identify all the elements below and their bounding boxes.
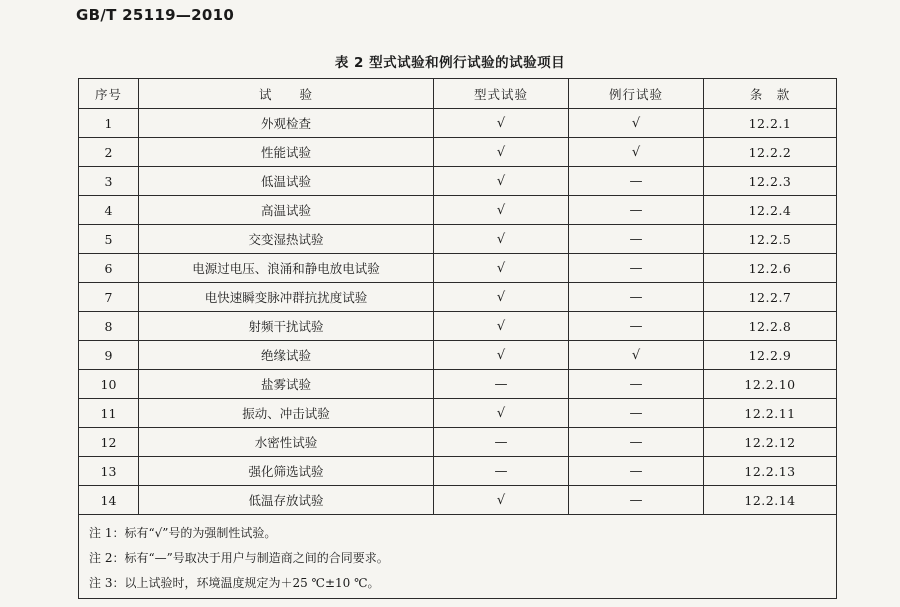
test-items-table [78,78,837,599]
table-row [79,399,837,428]
type-test-mark-cell: √ [434,312,569,341]
routine-test-mark-cell: — [569,486,704,515]
test-name-cell: 交变湿热试验 [139,225,434,254]
type-test-mark-cell: √ [434,341,569,370]
type-test-mark-cell: √ [434,109,569,138]
table-row [79,486,837,515]
notes-cell [79,515,837,599]
type-test-mark-cell: √ [434,225,569,254]
type-test-mark-cell: — [434,370,569,399]
table-row [79,457,837,486]
test-name-cell: 振动、冲击试验 [139,399,434,428]
table-row [79,167,837,196]
routine-test-mark-cell: — [569,254,704,283]
test-name-cell: 绝缘试验 [139,341,434,370]
column-header-test: 试 验 [139,79,434,109]
row-number-cell: 14 [79,486,139,515]
clause-cell: 12.2.8 [704,312,837,341]
test-name-cell: 水密性试验 [139,428,434,457]
test-name-cell: 盐雾试验 [139,370,434,399]
row-number-cell: 12 [79,428,139,457]
clause-cell: 12.2.10 [704,370,837,399]
type-test-mark-cell: √ [434,283,569,312]
clause-cell: 12.2.1 [704,109,837,138]
clause-cell: 12.2.11 [704,399,837,428]
row-number-cell: 10 [79,370,139,399]
routine-test-mark-cell: — [569,457,704,486]
table-caption: 表 2 型式试验和例行试验的试验项目 [334,55,566,71]
routine-test-mark-cell: √ [569,341,704,370]
type-test-mark-cell: √ [434,254,569,283]
routine-test-mark-cell: — [569,399,704,428]
clause-cell: 12.2.5 [704,225,837,254]
type-test-mark-cell: √ [434,486,569,515]
test-name-cell: 性能试验 [139,138,434,167]
type-test-mark-cell: — [434,457,569,486]
test-name-cell: 射频干扰试验 [139,312,434,341]
table-row [79,341,837,370]
row-number-cell: 9 [79,341,139,370]
row-number-cell: 8 [79,312,139,341]
routine-test-mark-cell: — [569,428,704,457]
routine-test-mark-cell: — [569,283,704,312]
type-test-mark-cell: √ [434,167,569,196]
routine-test-mark-cell: √ [569,138,704,167]
test-name-cell: 外观检查 [139,109,434,138]
note-2: 注 2：标有“—”号取决于用户与制造商之间的合同要求。 [89,551,389,565]
clause-cell: 12.2.12 [704,428,837,457]
table-row [79,196,837,225]
table-row [79,254,837,283]
table-row [79,312,837,341]
test-name-cell: 强化筛选试验 [139,457,434,486]
test-name-cell: 低温存放试验 [139,486,434,515]
type-test-mark-cell: √ [434,196,569,225]
column-header-clause: 条 款 [704,79,837,109]
note-3: 注 3：以上试验时，环境温度规定为＋25 ℃±10 ℃。 [89,576,380,590]
clause-cell: 12.2.13 [704,457,837,486]
row-number-cell: 7 [79,283,139,312]
routine-test-mark-cell: — [569,312,704,341]
row-number-cell: 5 [79,225,139,254]
test-name-cell: 电源过电压、浪涌和静电放电试验 [139,254,434,283]
clause-cell: 12.2.2 [704,138,837,167]
routine-test-mark-cell: — [569,167,704,196]
table-row [79,225,837,254]
row-number-cell: 6 [79,254,139,283]
clause-cell: 12.2.4 [704,196,837,225]
routine-test-mark-cell: — [569,225,704,254]
column-header-routine-test: 例行试验 [569,79,704,109]
routine-test-mark-cell: √ [569,109,704,138]
clause-cell: 12.2.3 [704,167,837,196]
row-number-cell: 2 [79,138,139,167]
column-header-number: 序号 [79,79,139,109]
row-number-cell: 11 [79,399,139,428]
test-name-cell: 电快速瞬变脉冲群抗扰度试验 [139,283,434,312]
routine-test-mark-cell: — [569,370,704,399]
type-test-mark-cell: √ [434,399,569,428]
row-number-cell: 4 [79,196,139,225]
clause-cell: 12.2.6 [704,254,837,283]
table-row [79,428,837,457]
clause-cell: 12.2.7 [704,283,837,312]
row-number-cell: 1 [79,109,139,138]
clause-cell: 12.2.14 [704,486,837,515]
table-body [79,109,837,515]
note-1: 注 1：标有“√”号的为强制性试验。 [89,526,277,540]
test-name-cell: 低温试验 [139,167,434,196]
table-row [79,109,837,138]
row-number-cell: 13 [79,457,139,486]
routine-test-mark-cell: — [569,196,704,225]
table-header-row [79,79,837,109]
row-number-cell: 3 [79,167,139,196]
table-row [79,283,837,312]
document-standard-number: GB/T 25119—2010 [76,6,235,24]
table-row [79,138,837,167]
table-row [79,370,837,399]
notes-row [79,515,837,599]
type-test-mark-cell: — [434,428,569,457]
clause-cell: 12.2.9 [704,341,837,370]
type-test-mark-cell: √ [434,138,569,167]
test-name-cell: 高温试验 [139,196,434,225]
column-header-type-test: 型式试验 [434,79,569,109]
